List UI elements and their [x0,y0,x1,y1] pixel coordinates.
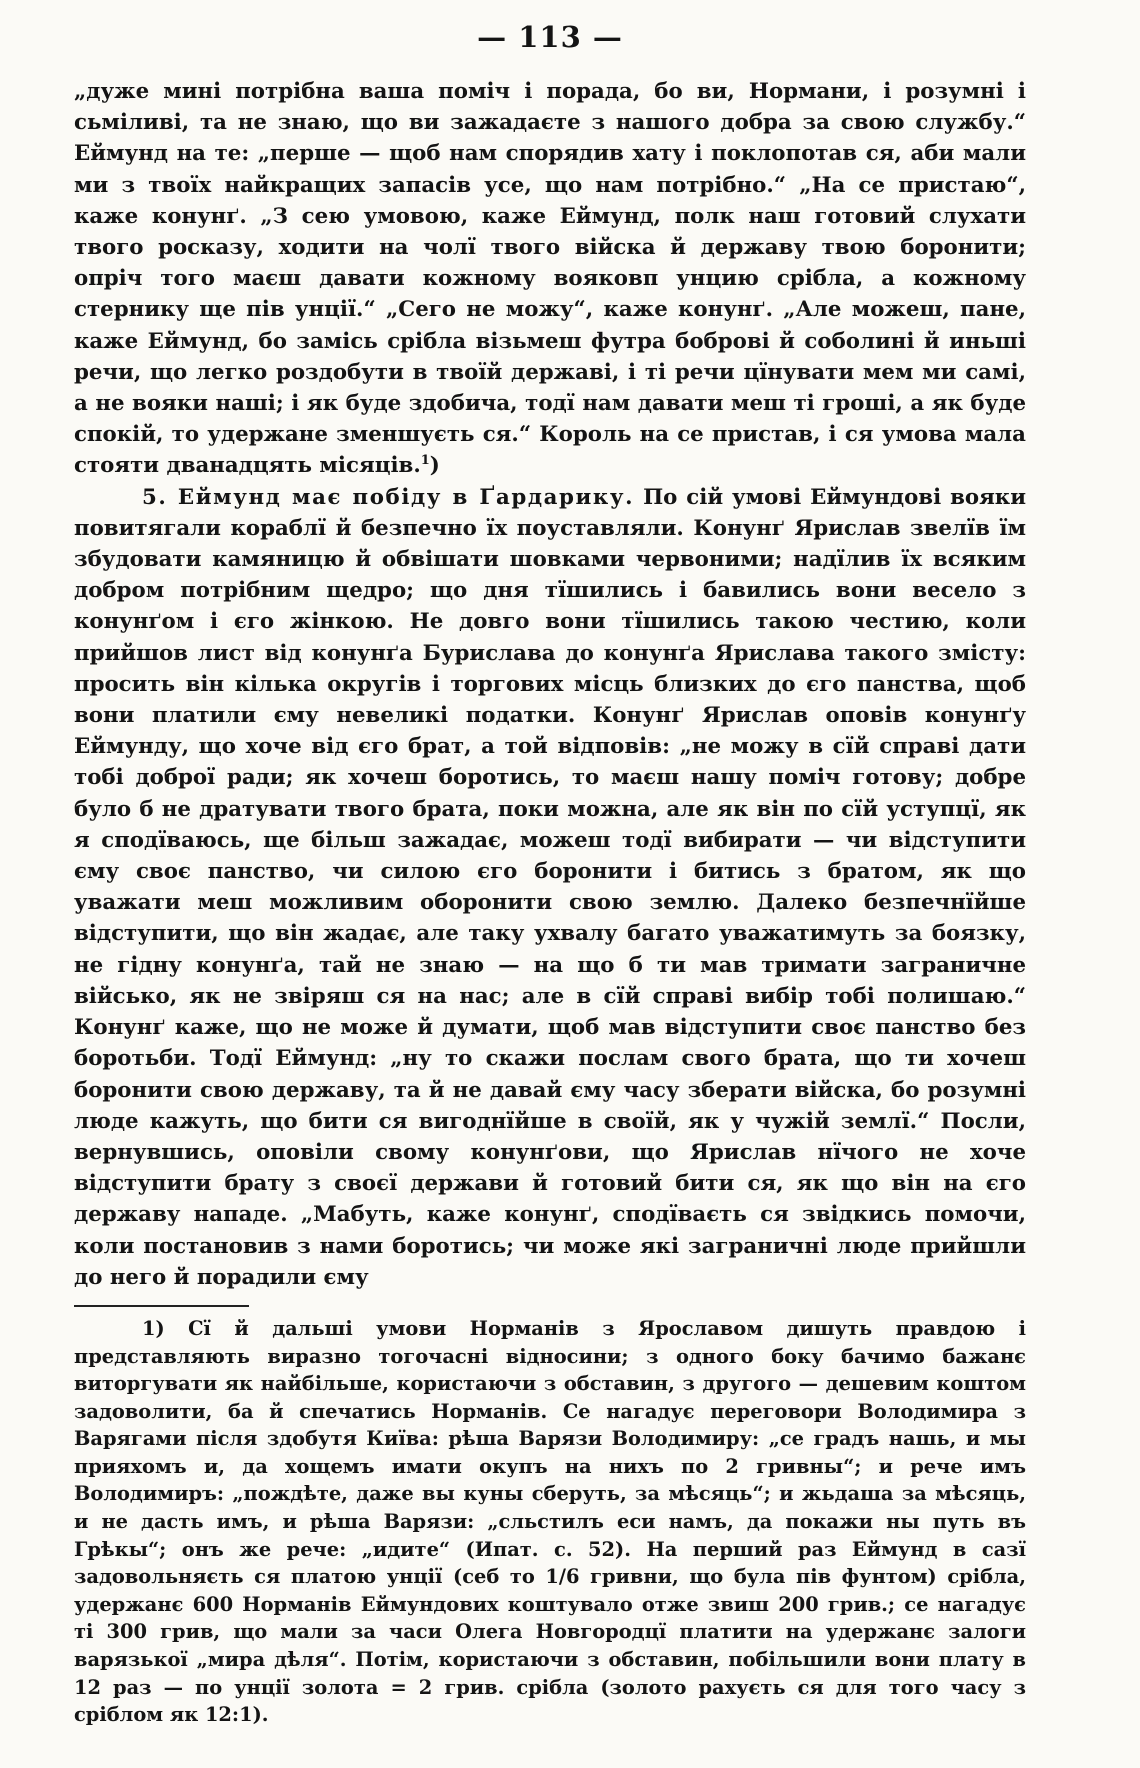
footnote-reference: 1 [420,453,430,469]
footnote-paragraph [74,1315,1026,1729]
paragraph-1-text: „дуже мині потрібна ваша поміч і порада, бо ви, Нормани, і розумні і сьміливі, та не знаю, що ви зажадаєте з нашого добра за свою службу.“ Еймунд на те: „перше — щоб нам спорядив хату і поклопотав ся, аби мали ми з твоїх найкращих запасів усе, що нам потрібно.“ „На се пристаю“, каже конунґ. „З сею умовою, каже Еймунд, полк наш готовий слухати твого росказу, ходити на чолї твого війска й державу твою боронити; опріч того маєш давати кожному вояковп унцию срібла, а кожному стернику ще пів унції.“ „Сего не можу“, каже конунґ. „Але можеш, пане, каже Еймунд, бо замісь срібла візьмеш футра боброві й соболині й иньші речи, що легко роздобути в твоїй державі, і ті речи цїнувати мем ми самі, а не вояки наші; і як буде здобича, тодї нам давати меш ті гроші, а як буде спокій, то удержане зменшуєть ся.“ Король на се пристав, і ся умова мала стояти дванадцять місяців. [74,79,1026,479]
paragraph-2 [74,482,1026,1293]
paragraph-1: „дуже мині потрібна ваша поміч і порада, бо ви, Нормани, і розумні і сьміливі, та не знаю, що ви зажадаєте з нашого добра за свою службу.“ Еймунд на те: „перше — щоб нам спорядив хату і поклопотав ся, аби мали ми з твоїх найкращих запасів усе, що нам потрібно.“ „На се пристаю“, каже конунґ. „З сею умовою, каже Еймунд, полк наш готовий слухати твого росказу, ходити на чолї твого війска й державу твою боронити; опріч того маєш давати кожному вояковп унцию срібла, а кожному стернику ще пів унції.“ „Сего не можу“, каже конунґ. „Але можеш, пане, каже Еймунд, бо замісь срібла візьмеш футра боброві й соболині й иньші речи, що легко роздобути в твоїй державі, і ті речи цїнувати мем ми самі, а не вояки наші; і як буде здобича, тодї нам давати меш ті гроші, а як буде спокій, то удержане зменшуєть ся.“ Король на се пристав, і ся умова мала стояти дванадцять місяців.$^1$) [74,79,1026,479]
paragraph-2-text: По сій умові Еймундові вояки повитягали кораблї й безпечно їх поуставляли. Конунґ Ярислав звелїв їм збудовати камяницю й обвішати шовками червоними; надїлив їх всяким добром потрібним щедро; що дня тїшились і бавились вони весело з конунґом і єго жінкою. Не довго вони тїшились такою честию, коли прийшов лист від конунґа Бурислава до конунґа Ярислава такого змісту: просить він кілька округів і торгових місць близких до єго панства, щоб вони платили єму невеликі податки. Конунґ Ярислав оповів конунґу Еймунду, що хоче від єго брат, а той відповів: „не можу в сїй справі дати тобі доброї ради; як хочеш боротись, то маєш нашу поміч готову; добре було б не дратувати твого брата, поки можна, але як він по сїй уступцї, як я сподїваюсь, ще більш зажадає, можеш тодї вибирати — чи відступити єму своє панство, чи силою єго боронити і битись з братом, як що уважати меш можливим оборонити свою землю. Далеко безпечнїйше відступити, що він жадає, але таку ухвалу багато уважатимуть за боязку, не гідну конунґа, тай не знаю — на що б ти мав тримати заграничне військо, як не звіряш ся на нас; але в сїй справі вибір тобі полишаю.“ Конунґ каже, що не може й думати, щоб мав відступити своє панство без боротьби. Тодї Еймунд: „ну то скажи послам свого брата, що ти хочеш боронити свою державу, та й не давай єму часу зберати війска, бо розумні люде кажуть, що бити ся вигоднїйше в своїй, як у чужій землї.“ Посли, вернувшись, оповіли свому конунґови, що Ярислав нїчого не хоче відступити брату з своєї держави й готовий бити ся, як що він на єго державу нападе. „Мабуть, каже конунґ, сподїваєть ся звідкись помочи, коли постановив з нами боротись; чи може які заграничні люде прийшли до него й порадили єму [74,484,1026,1290]
footnote-marker: 1) [142,1316,165,1340]
footnote-text: Сї й дальші умови Норманів з Ярославом дишуть правдою і представляють виразно тогочасні відносини; з одного боку бачимо бажанє виторгувати як найбільше, користаючи з обставин, з другого — дешевим коштом задоволити, ба й спечатись Норманів. Се нагадує переговори Володимира з Варягами після здобутя Київа: рѣша Варязи Володимиру: „се градъ нашь, и мы прияхомъ и, да хощемъ имати окупъ на нихъ по 2 гривны“; и рече имъ Володимиръ: „пождѣте, даже вы куны сберуть, за мѣсяць“; и жьдаша за мѣсяць, и не дасть имъ, и рѣша Варязи: „сльстилъ еси намъ, да покажи ны путь въ Грѣкы“; онъ же рече: „идите“ (Ипат. с. 52). На перший раз Еймунд в сазї задовольняєть ся платою унції (себ то 1/6 гривни, що була пів фунтом) срібла, удержанє 600 Норманів Еймундових коштувало отже звиш 200 грив.; се нагадує ті 300 грив, що мали за часи Олега Новгородцї платити на удержанє залоги варязької „мира дѣля“. Потім, користаючи з обставин, побільшили вони плату в 12 раз — по унції золота = 2 грив. срібла (золото рахуєть ся для того часу з сріблом як 12:1). [74,1316,1026,1727]
section-heading: 5. Еймунд має побіду в Ґардарику. [142,484,635,510]
footnote-divider [74,1305,249,1307]
book-page [74,20,1026,1729]
page-number: — 113 — [477,20,623,54]
main-text [74,76,1026,1293]
footnote [74,1315,1026,1729]
